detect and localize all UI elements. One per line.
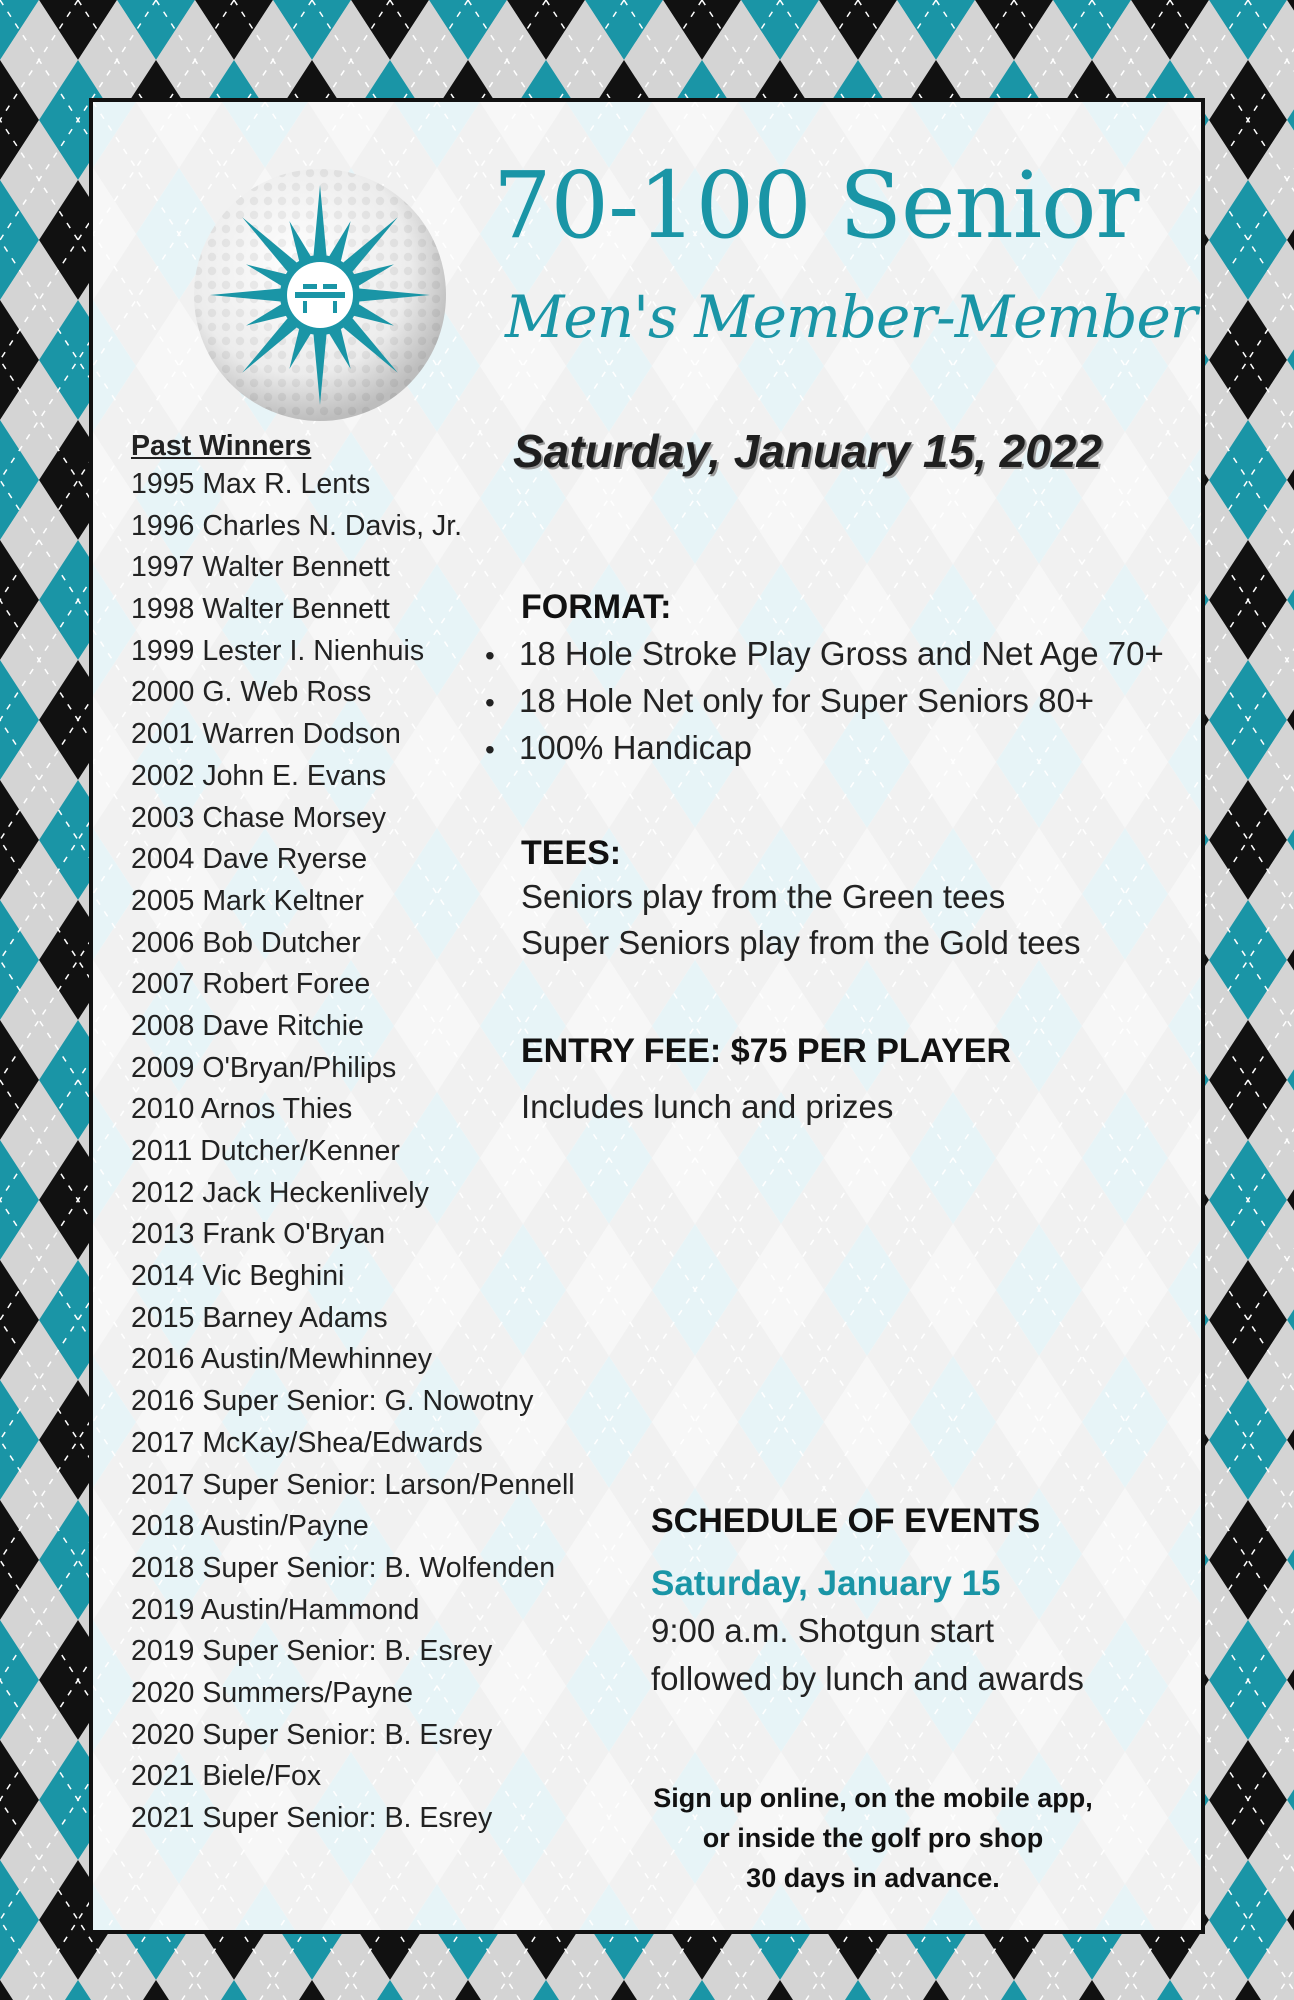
- tees-line: Seniors play from the Green tees: [521, 878, 1006, 915]
- past-winner-entry: 2001 Warren Dodson: [131, 718, 401, 751]
- past-winner-entry: 2003 Chase Morsey: [131, 801, 387, 834]
- past-winner-entry: 1997 Walter Bennett: [131, 551, 390, 584]
- past-winner-entry: 2002 John E. Evans: [131, 759, 387, 792]
- schedule-line: 9:00 a.m. Shotgun start: [651, 1612, 995, 1649]
- past-winner-entry: 2020 Super Senior: B. Esrey: [131, 1718, 493, 1751]
- signup-line: Sign up online, on the mobile app,: [653, 1783, 1093, 1813]
- past-winner-entry: 1999 Lester I. Nienhuis: [131, 634, 425, 667]
- tees-heading: TEES:: [521, 834, 622, 872]
- past-winner-entry: 2016 Super Senior: G. Nowotny: [131, 1385, 534, 1418]
- past-winner-entry: 2000 G. Web Ross: [131, 676, 372, 709]
- past-winner-entry: 1998 Walter Bennett: [131, 593, 390, 626]
- format-item-text: 100% Handicap: [519, 729, 752, 766]
- past-winner-entry: 1996 Charles N. Davis, Jr.: [131, 509, 463, 542]
- past-winner-entry: 2004 Dave Ryerse: [131, 843, 368, 876]
- entry-fee-heading: ENTRY FEE: $75 PER PLAYER: [521, 1032, 1012, 1070]
- event-title: 70-100 Senior: [493, 152, 1139, 259]
- past-winner-entry: 2009 O'Bryan/Philips: [131, 1051, 397, 1084]
- past-winner-entry: 2018 Super Senior: B. Wolfenden: [131, 1551, 556, 1584]
- past-winner-entry: 2016 Austin/Mewhinney: [131, 1343, 433, 1376]
- past-winner-entry: 2007 Robert Foree: [131, 968, 371, 1001]
- past-winner-entry: 2006 Bob Dutcher: [131, 926, 361, 959]
- past-winner-entry: 2019 Austin/Hammond: [131, 1593, 420, 1626]
- sun-compass-golf-ball-icon: [191, 166, 449, 424]
- format-item: [485, 677, 1164, 724]
- past-winner-entry: 1995 Max R. Lents: [131, 468, 371, 500]
- past-winner-entry: 2021 Biele/Fox: [131, 1760, 322, 1793]
- event-date: Saturday, January 15, 2022: [513, 425, 1102, 477]
- past-winner-entry: 2010 Arnos Thies: [131, 1093, 353, 1126]
- past-winner-entry: 2018 Austin/Payne: [131, 1510, 369, 1543]
- schedule-heading: SCHEDULE OF EVENTS: [651, 1502, 1041, 1540]
- past-winner-entry: 2020 Summers/Payne: [131, 1676, 413, 1709]
- past-winner-entry: 2019 Super Senior: B. Esrey: [131, 1635, 493, 1668]
- format-heading: FORMAT:: [521, 588, 672, 626]
- event-subtitle: Men's Member-Member: [505, 283, 1197, 351]
- format-item: [485, 630, 1164, 677]
- bullet-icon: •: [485, 640, 495, 671]
- bullet-icon: •: [485, 687, 495, 718]
- entry-fee-note: Includes lunch and prizes: [521, 1088, 894, 1125]
- bullet-icon: •: [485, 734, 495, 765]
- past-winner-entry: 2014 Vic Beghini: [131, 1260, 345, 1293]
- format-list: [485, 630, 1164, 771]
- flyer-panel: [89, 98, 1205, 1934]
- past-winner-entry: 2013 Frank O'Bryan: [131, 1218, 386, 1251]
- past-winner-entry: 2015 Barney Adams: [131, 1301, 388, 1334]
- past-winner-entry: 2008 Dave Ritchie: [131, 1009, 364, 1042]
- schedule-date: Saturday, January 15: [651, 1564, 1001, 1603]
- past-winner-entry: 2005 Mark Keltner: [131, 884, 364, 917]
- past-winner-entry: 2017 Super Senior: Larson/Pennell: [131, 1468, 575, 1501]
- schedule-line: followed by lunch and awards: [651, 1660, 1084, 1697]
- past-winner-entry: 2017 McKay/Shea/Edwards: [131, 1426, 483, 1459]
- format-item-text: 18 Hole Net only for Super Seniors 80+: [519, 682, 1095, 719]
- past-winner-entry: 2021 Super Senior: B. Esrey: [131, 1802, 493, 1834]
- signup-line: or inside the golf pro shop: [702, 1823, 1044, 1853]
- format-item: [485, 724, 1164, 771]
- tees-line: Super Seniors play from the Gold tees: [521, 924, 1081, 961]
- past-winner-entry: 2012 Jack Heckenlively: [131, 1176, 429, 1209]
- format-item-text: 18 Hole Stroke Play Gross and Net Age 70+: [519, 635, 1164, 672]
- past-winner-entry: 2011 Dutcher/Kenner: [131, 1135, 400, 1167]
- signup-note: [613, 1778, 1133, 1898]
- past-winners-heading: Past Winners: [131, 430, 312, 462]
- signup-line: 30 days in advance.: [746, 1863, 1000, 1893]
